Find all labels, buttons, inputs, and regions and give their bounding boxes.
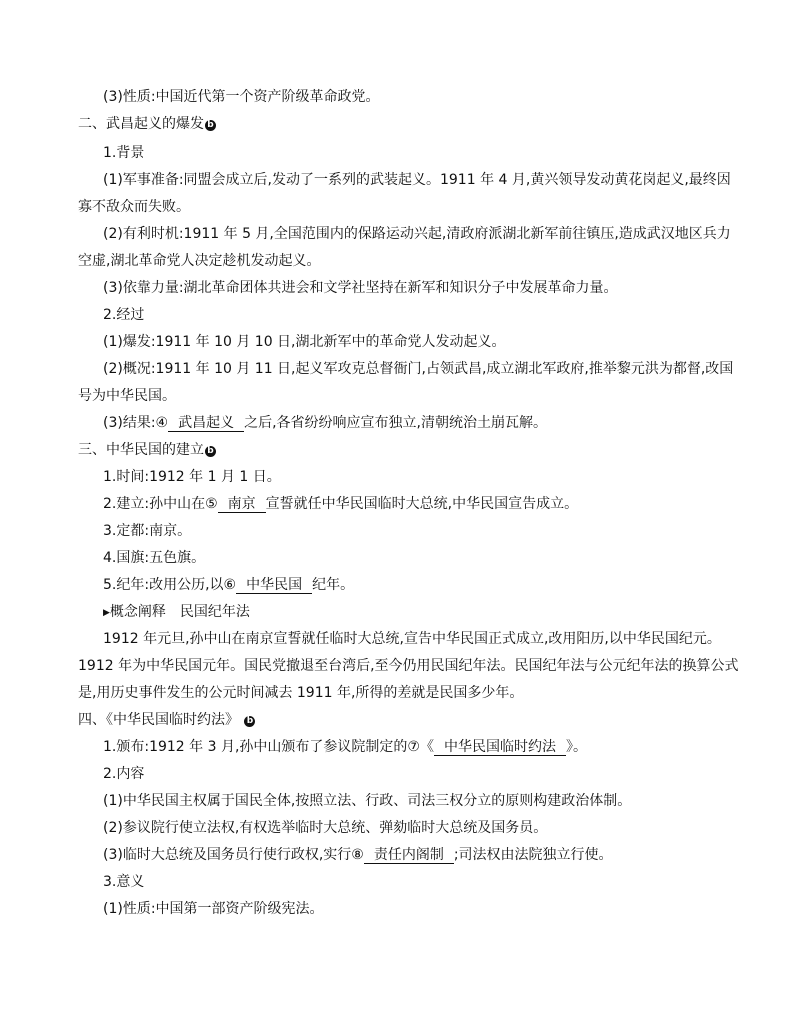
text-line: 1.时间:1912 年 1 月 1 日。 [103,469,281,485]
text-line: 5.纪年:改用公历,以⑥ 中华民国 纪年。 [103,577,355,593]
text-line: (3)结果:④ 武昌起义 之后,各省纷纷响应宣布独立,清朝统治土崩瓦解。 [103,415,548,431]
text-line: 2.内容 [103,766,145,782]
text-line: 3.定都:南京。 [103,523,192,539]
section-heading-wuchang: 二、武昌起义的爆发 b [78,115,728,133]
text-line: 空虚,湖北革命党人决定趁机发动起义。 [78,253,321,269]
text-line: 2.经过 [103,307,145,323]
text-line: 1912 年为中华民国元年。国民党撤退至台湾后,至今仍用民国纪年法。民国纪年法与公元纪年法的换算公式 [78,658,739,674]
section-heading-roc: 三、中华民国的建立 b [78,441,728,459]
text-line: 是,用历史事件发生的公元时间减去 1911 年,所得的差就是民国多少年。 [78,685,524,701]
text-line: 号为中华民国。 [78,388,176,404]
text-line: (3)依靠力量:湖北革命团体共进会和文学社坚持在新军和知识分子中发展革命力量。 [103,280,618,296]
text-line: (1)军事准备:同盟会成立后,发动了一系列的武装起义。1911 年 4 月,黄兴领导发动黄花岗起义,最终因 [103,172,731,188]
fill-blank-5: 南京 [218,496,266,513]
text-line: (2)参议院行使立法权,有权选举临时大总统、弹劾临时大总统及国务员。 [103,820,548,836]
text-line: (3)性质:中国近代第一个资产阶级革命政党。 [103,89,380,105]
text-line: (2)有利时机:1911 年 5 月,全国范围内的保路运动兴起,清政府派湖北新军前往镇压,造成武汉地区兵力 [103,226,731,242]
text-line: 1.颁布:1912 年 3 月,孙中山颁布了参议院制定的⑦《 中华民国临时约法 》。 [103,739,587,755]
text-line: (1)爆发:1911 年 10 月 10 日,湖北新军中的革命党人发动起义。 [103,334,506,350]
text-line: 3.意义 [103,874,145,890]
text-line: (1)中华民国主权属于国民全体,按照立法、行政、司法三权分立的原则构建政治体制。 [103,793,632,809]
triangle-icon: ▶ [103,608,110,618]
text-line: 2.建立:孙中山在⑤ 南京 宣誓就任中华民国临时大总统,中华民国宣告成立。 [103,496,579,512]
text-line: (2)概况:1911 年 10 月 11 日,起义军攻克总督衙门,占领武昌,成立湖北军政府,推举黎元洪为都督,改国 [103,361,734,377]
fill-blank-7: 中华民国临时约法 [434,739,566,756]
text-line: 1912 年元旦,孙中山在南京宣誓就任临时大总统,宣告中华民国正式成立,改用阳历,以中华民国纪元。 [103,631,721,647]
text-line: 1.背景 [103,145,145,161]
fill-blank-8: 责任内阁制 [364,847,454,864]
text-line: (3)临时大总统及国务员行使行政权,实行⑧ 责任内阁制 ;司法权由法院独立行使。 [103,847,613,863]
fill-blank-4: 武昌起义 [168,415,244,432]
text-line: (1)性质:中国第一部资产阶级宪法。 [103,901,324,917]
level-b-icon: b [205,120,216,131]
level-b-icon: b [205,446,216,457]
fill-blank-6: 中华民国 [236,577,312,594]
level-b-icon: b [244,716,255,727]
text-line: 4.国旗:五色旗。 [103,550,206,566]
section-heading-constitution: 四、《中华民国临时约法》 b [78,711,728,729]
text-line: 寡不敌众而失败。 [78,199,190,215]
concept-note-heading: ▶概念阐释 民国纪年法 [103,604,250,620]
